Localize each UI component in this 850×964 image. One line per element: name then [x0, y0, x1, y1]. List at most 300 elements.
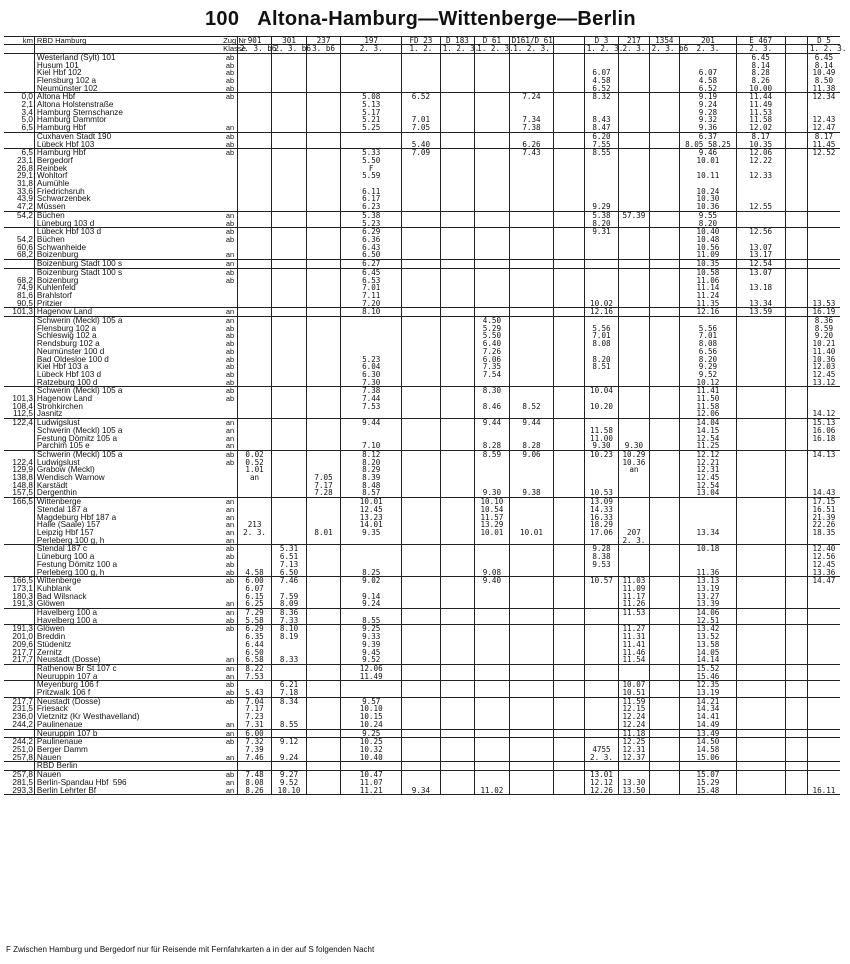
time-cell	[402, 165, 441, 173]
time-cell: 17.15	[807, 498, 840, 506]
time-cell: 6.51	[272, 553, 306, 561]
km-cell: 180,3	[12, 591, 33, 601]
time-cell	[306, 211, 340, 219]
time-cell	[509, 180, 554, 188]
time-cell: 12.45	[680, 474, 737, 482]
route-title: Altona-Hamburg—Wittenberge—Berlin	[257, 8, 636, 30]
time-cell	[509, 633, 554, 641]
time-cell	[402, 325, 441, 333]
time-cell	[272, 53, 306, 61]
station-cell: Stendal 187 a	[34, 506, 223, 514]
time-cell	[475, 195, 509, 203]
station-cell: Rendsburg 102 a	[34, 340, 223, 348]
time-cell	[306, 220, 340, 228]
time-cell	[509, 268, 554, 276]
time-cell	[402, 577, 441, 585]
time-cell	[237, 379, 271, 387]
time-cell: 12.54	[736, 260, 785, 269]
time-cell: 7.30	[341, 379, 402, 387]
time-cell	[785, 474, 807, 482]
time-cell	[402, 498, 441, 506]
station-cell: Festung Dömitz 100 a	[34, 561, 223, 569]
time-cell	[554, 387, 584, 395]
time-cell	[785, 553, 807, 561]
km-cell	[4, 77, 34, 85]
time-cell	[619, 545, 649, 553]
time-cell	[736, 593, 785, 601]
time-cell: 9.19	[680, 93, 737, 101]
time-cell	[785, 317, 807, 325]
time-cell	[440, 529, 474, 537]
arr-dep-cell: ab	[225, 624, 235, 634]
time-cell	[402, 77, 441, 85]
station-cell: Perleberg 100 g, h	[34, 537, 223, 545]
time-cell	[272, 641, 306, 649]
station-cell: Westerland (Sylt) 101	[34, 53, 223, 61]
time-cell: 9.52	[680, 371, 737, 379]
time-cell	[306, 410, 340, 418]
time-cell	[619, 325, 649, 333]
time-cell	[272, 157, 306, 165]
time-cell	[306, 340, 340, 348]
time-cell	[619, 379, 649, 387]
time-cell: 11.40	[807, 348, 840, 356]
time-cell	[619, 292, 649, 300]
time-cell	[785, 141, 807, 149]
km-cell: 231,5	[12, 704, 33, 714]
time-cell	[736, 641, 785, 649]
time-cell	[475, 172, 509, 180]
time-cell	[341, 537, 402, 545]
time-cell	[619, 149, 649, 157]
time-cell	[554, 317, 584, 325]
time-cell	[509, 545, 554, 553]
km-cell: 201,0	[12, 632, 33, 642]
time-cell	[785, 762, 807, 771]
time-cell	[440, 459, 474, 467]
time-cell	[272, 180, 306, 188]
time-cell	[306, 308, 340, 317]
time-cell	[736, 466, 785, 474]
arr-dep-cell: ab	[225, 339, 235, 349]
time-cell	[440, 109, 474, 117]
time-cell	[785, 593, 807, 601]
time-cell	[554, 116, 584, 124]
time-cell	[440, 101, 474, 109]
time-cell	[785, 251, 807, 259]
station-cell: Stüdenitz	[34, 641, 223, 649]
time-cell	[554, 641, 584, 649]
time-cell	[237, 141, 271, 149]
time-cell: 6.35	[237, 633, 271, 641]
time-cell: 6.53	[341, 277, 402, 285]
time-cell	[554, 165, 584, 173]
time-cell	[272, 300, 306, 308]
time-cell: 12.52	[807, 149, 840, 157]
time-cell: 5.59	[341, 172, 402, 180]
time-cell	[649, 779, 679, 787]
time-cell	[785, 109, 807, 117]
time-cell	[554, 771, 584, 779]
time-cell	[440, 403, 474, 411]
time-cell	[272, 363, 306, 371]
km-cell: 217,7	[12, 696, 33, 706]
time-cell: 7.38	[509, 124, 554, 132]
time-cell	[306, 738, 340, 746]
time-cell	[402, 403, 441, 411]
time-cell: 5.40	[402, 141, 441, 149]
time-cell	[785, 45, 807, 53]
time-cell	[306, 403, 340, 411]
time-cell: 4.50	[475, 317, 509, 325]
time-cell: 16.11	[807, 787, 840, 795]
time-cell	[649, 489, 679, 497]
time-cell	[554, 172, 584, 180]
time-cell	[306, 149, 340, 157]
time-cell	[306, 427, 340, 435]
time-cell	[509, 754, 554, 762]
arr-dep-cell	[223, 466, 237, 474]
time-cell	[509, 188, 554, 196]
time-cell	[649, 124, 679, 132]
time-cell: 16.06	[807, 427, 840, 435]
time-cell	[272, 62, 306, 70]
time-cell: 11.03	[619, 577, 649, 585]
time-cell	[736, 569, 785, 577]
time-cell: 6.17	[341, 195, 402, 203]
time-cell: 10.51	[619, 689, 649, 697]
time-cell: 9.30	[475, 489, 509, 497]
time-cell	[509, 101, 554, 109]
time-cell	[736, 553, 785, 561]
time-cell	[619, 427, 649, 435]
station-cell: Büchen	[34, 236, 223, 244]
time-cell	[402, 600, 441, 608]
time-cell	[736, 325, 785, 333]
km-cell	[4, 348, 34, 356]
time-cell	[680, 498, 737, 506]
time-cell	[619, 395, 649, 403]
time-cell	[237, 545, 271, 553]
time-cell	[475, 641, 509, 649]
station-cell: Wohltorf	[34, 172, 223, 180]
time-cell	[736, 545, 785, 553]
time-cell	[509, 332, 554, 340]
arr-dep-cell: an	[225, 608, 235, 618]
time-cell	[306, 244, 340, 252]
time-cell	[736, 340, 785, 348]
time-cell: 7.20	[341, 300, 402, 308]
time-cell	[306, 537, 340, 545]
time-cell	[619, 62, 649, 70]
station-cell: Neumünster 100 d	[34, 348, 223, 356]
time-cell	[237, 506, 271, 514]
arr-dep-cell	[223, 705, 237, 713]
km-cell: 6,5	[4, 124, 34, 132]
km-cell: 122,4	[12, 418, 33, 428]
time-cell	[554, 308, 584, 317]
time-cell	[736, 729, 785, 738]
time-cell: 5.08	[341, 93, 402, 101]
time-cell	[306, 617, 340, 625]
station-cell: Zernitz	[34, 649, 223, 657]
time-cell	[440, 410, 474, 418]
time-cell: 11.41	[680, 387, 737, 395]
time-cell	[736, 762, 785, 771]
time-cell	[649, 553, 679, 561]
time-cell	[440, 746, 474, 754]
time-cell	[509, 325, 554, 333]
arr-dep-cell: ab	[225, 331, 235, 341]
time-cell	[237, 284, 271, 292]
time-cell	[554, 268, 584, 276]
station-cell: Stendal 187 c	[34, 545, 223, 553]
time-cell: 6.11	[341, 188, 402, 196]
km-cell: 236,0	[12, 712, 33, 722]
time-cell	[402, 673, 441, 681]
time-cell: 8.19	[272, 633, 306, 641]
time-cell	[272, 284, 306, 292]
time-cell: 17.06	[584, 529, 618, 537]
time-cell	[509, 649, 554, 657]
time-cell	[619, 116, 649, 124]
time-cell: 12.56	[736, 228, 785, 236]
time-cell	[584, 53, 618, 61]
time-cell	[440, 172, 474, 180]
time-cell	[272, 77, 306, 85]
time-cell	[807, 268, 840, 276]
time-cell	[509, 251, 554, 259]
time-cell	[619, 498, 649, 506]
time-cell	[237, 300, 271, 308]
time-cell: 7.39	[237, 746, 271, 754]
time-cell	[785, 157, 807, 165]
time-cell	[736, 410, 785, 418]
time-cell: 12.15	[619, 705, 649, 713]
time-cell	[306, 387, 340, 395]
km-cell	[4, 220, 34, 228]
time-cell: 10.15	[341, 713, 402, 721]
arr-dep-cell: ab	[225, 369, 235, 379]
km-cell: 191,3	[12, 624, 33, 634]
time-cell	[649, 251, 679, 259]
time-cell	[272, 371, 306, 379]
time-cell	[554, 545, 584, 553]
time-cell: 11.02	[475, 787, 509, 795]
time-cell	[272, 332, 306, 340]
arr-dep-cell: an	[225, 777, 235, 787]
time-cell	[402, 268, 441, 276]
time-cell	[402, 459, 441, 467]
table-number: 100	[205, 8, 240, 30]
time-cell	[554, 277, 584, 285]
time-cell	[509, 340, 554, 348]
time-cell	[649, 593, 679, 601]
time-cell: 9.44	[475, 419, 509, 427]
time-cell	[440, 754, 474, 762]
time-cell	[554, 77, 584, 85]
time-cell: 7.46	[272, 577, 306, 585]
time-cell	[237, 132, 271, 140]
time-cell	[807, 195, 840, 203]
station-cell: Schwerin (Meckl) 105 a	[34, 450, 223, 458]
station-cell: Havelberg 100 a	[34, 617, 223, 625]
time-cell	[619, 308, 649, 317]
time-cell	[237, 537, 271, 545]
time-cell: 9.28	[584, 545, 618, 553]
km-cell: 257,8	[4, 754, 34, 762]
time-cell	[649, 521, 679, 529]
station-cell: Havelberg 100 a	[34, 609, 223, 617]
arr-dep-cell: ab	[225, 267, 235, 277]
time-cell	[475, 427, 509, 435]
time-cell	[619, 85, 649, 93]
time-cell: 6.45	[736, 53, 785, 61]
km-cell	[4, 521, 34, 529]
time-cell	[785, 203, 807, 211]
time-cell	[619, 284, 649, 292]
arr-dep-cell: ab	[225, 737, 235, 747]
time-cell	[619, 561, 649, 569]
time-cell	[649, 762, 679, 771]
time-cell	[785, 664, 807, 672]
station-cell: Schwerin (Meckl) 105 a	[34, 427, 223, 435]
time-cell	[440, 450, 474, 458]
station-cell: Flensburg 102 a	[34, 325, 223, 333]
time-cell: 4.58	[237, 569, 271, 577]
time-cell	[237, 157, 271, 165]
time-cell: 8.59	[807, 325, 840, 333]
time-cell: 6.25	[237, 600, 271, 608]
time-cell: 8.29	[341, 466, 402, 474]
time-cell	[237, 371, 271, 379]
time-cell	[306, 371, 340, 379]
time-cell	[785, 754, 807, 762]
station-cell: Berger Damm	[34, 746, 223, 754]
time-cell	[619, 101, 649, 109]
time-cell: 8.25	[341, 569, 402, 577]
time-cell: 6.40	[475, 340, 509, 348]
station-cell: Jasnitz	[34, 410, 223, 418]
time-cell: 12.34	[807, 93, 840, 101]
time-cell: D 3	[584, 37, 618, 45]
arr-dep-cell: an	[225, 512, 235, 522]
time-cell	[306, 395, 340, 403]
time-cell	[736, 379, 785, 387]
station-cell: Nauen	[34, 754, 223, 762]
time-cell	[807, 474, 840, 482]
time-cell: 9.24	[341, 600, 402, 608]
km-cell: 3,4	[21, 107, 33, 117]
time-cell: 7.31	[237, 721, 271, 729]
time-cell: 22.26	[807, 521, 840, 529]
time-cell: 7.48	[237, 771, 271, 779]
time-cell: 5.29	[475, 325, 509, 333]
time-cell: 18.35	[807, 529, 840, 537]
station-cell: Hamburg Hbf	[34, 149, 223, 157]
km-cell	[4, 45, 34, 53]
time-cell	[440, 93, 474, 101]
km-cell: 166,5	[12, 576, 33, 586]
time-cell	[785, 506, 807, 514]
time-cell	[237, 482, 271, 490]
station-cell: Neuruppin 107 b	[34, 729, 223, 738]
time-cell	[785, 300, 807, 308]
time-cell	[649, 180, 679, 188]
time-cell	[475, 553, 509, 561]
time-cell	[509, 69, 554, 77]
time-cell	[554, 260, 584, 269]
time-cell	[509, 379, 554, 387]
time-cell	[649, 356, 679, 364]
time-cell	[785, 514, 807, 522]
time-cell: 8.59	[475, 450, 509, 458]
time-cell: 13.29	[475, 521, 509, 529]
time-cell	[306, 188, 340, 196]
time-cell: 7.43	[509, 149, 554, 157]
time-cell	[619, 332, 649, 340]
time-cell	[475, 116, 509, 124]
time-cell	[509, 195, 554, 203]
time-cell	[237, 180, 271, 188]
time-cell	[554, 363, 584, 371]
time-cell	[402, 746, 441, 754]
time-cell	[649, 617, 679, 625]
time-cell	[306, 713, 340, 721]
table-row	[4, 498, 840, 506]
time-cell	[584, 459, 618, 467]
time-cell: 8.55	[272, 721, 306, 729]
time-cell	[554, 419, 584, 427]
time-cell	[736, 442, 785, 450]
time-cell	[306, 673, 340, 681]
time-cell: 13.27	[680, 593, 737, 601]
time-cell	[306, 172, 340, 180]
station-cell: Altona Holstenstraße	[34, 101, 223, 109]
time-cell	[272, 514, 306, 522]
time-cell: 1. 2. 3.	[584, 45, 618, 53]
time-cell	[649, 77, 679, 85]
time-cell	[619, 553, 649, 561]
time-cell	[649, 649, 679, 657]
arr-dep-cell: an	[223, 124, 237, 132]
time-cell: 7.18	[272, 689, 306, 697]
time-cell	[509, 157, 554, 165]
time-cell: 8.20	[341, 459, 402, 467]
time-cell	[554, 395, 584, 403]
time-cell	[554, 340, 584, 348]
time-cell	[237, 348, 271, 356]
time-cell	[554, 203, 584, 211]
km-cell	[4, 506, 34, 514]
time-cell	[736, 754, 785, 762]
time-cell	[272, 165, 306, 173]
time-cell	[619, 236, 649, 244]
time-cell: 9.31	[584, 228, 618, 236]
time-cell	[554, 625, 584, 633]
station-cell: Husum 101	[34, 62, 223, 70]
time-cell	[785, 277, 807, 285]
time-cell	[736, 689, 785, 697]
time-cell	[584, 656, 618, 664]
time-cell: 7.24	[509, 93, 554, 101]
time-cell: 6.52	[680, 85, 737, 93]
time-cell	[272, 664, 306, 672]
time-cell	[509, 561, 554, 569]
time-cell	[584, 705, 618, 713]
time-cell: 201	[680, 37, 737, 45]
time-cell	[785, 93, 807, 101]
